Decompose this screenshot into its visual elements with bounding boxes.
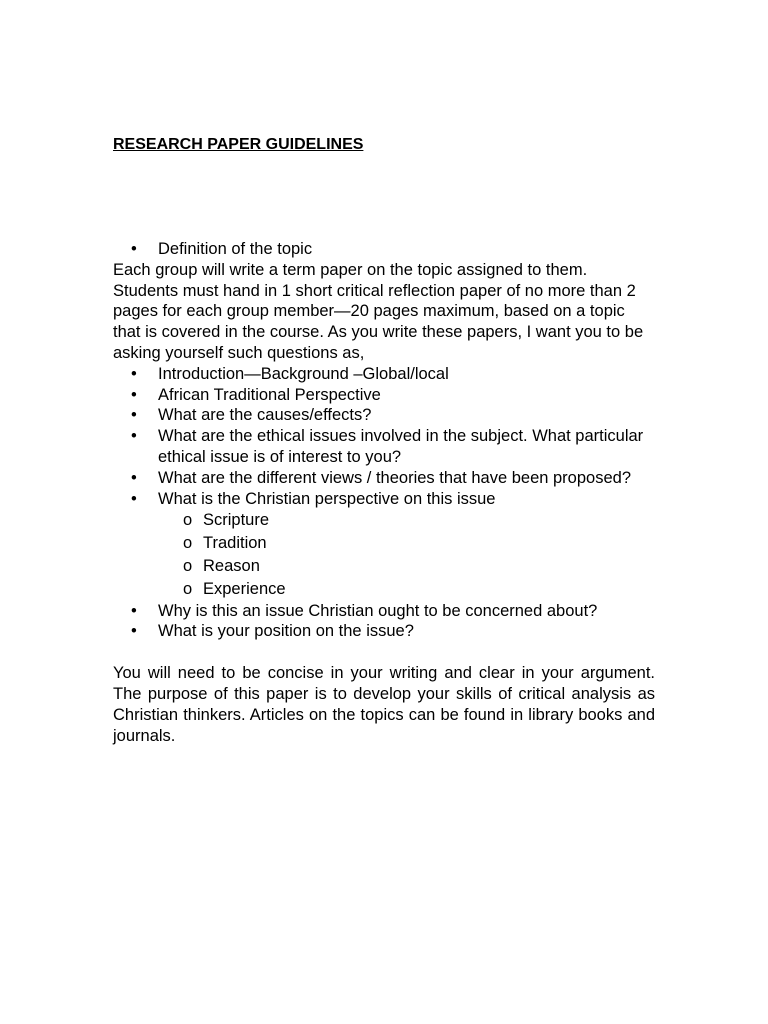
circle-bullet-icon: o xyxy=(183,556,193,575)
bullet-icon: • xyxy=(131,468,137,487)
list-item-text: What is the Christian perspective on this issue xyxy=(158,489,496,508)
circle-bullet-icon: o xyxy=(183,579,193,598)
list-item xyxy=(113,364,655,385)
sub-list-item xyxy=(113,509,655,532)
paragraph-spacer xyxy=(113,642,655,663)
sub-list-item xyxy=(113,578,655,601)
bullet-icon: • xyxy=(131,385,137,404)
question-list xyxy=(113,364,655,510)
bullet-icon: • xyxy=(131,489,137,508)
list-item xyxy=(113,621,655,642)
list-item-text: What are the causes/effects? xyxy=(158,406,372,425)
sub-list-item-text: Reason xyxy=(203,556,260,575)
topic-bullet-list xyxy=(113,239,655,260)
final-question-list xyxy=(113,601,655,643)
intro-paragraph: Each group will write a term paper on the topic assigned to them. Students must hand in 1 short critical reflection paper of no more than 2 pages for each group member—20 pages maximum, based on a topic that is covered in the course. As you write these papers, I want you to be asking yourself such questions as, xyxy=(113,260,644,362)
list-item xyxy=(113,239,655,260)
list-item-text: What are the different views / theories that have been proposed? xyxy=(158,468,631,487)
bullet-icon: • xyxy=(131,622,137,641)
circle-bullet-icon: o xyxy=(183,511,193,530)
sub-list-item-text: Tradition xyxy=(203,534,267,553)
document-title: RESEARCH PAPER GUIDELINES xyxy=(113,136,364,153)
bullet-icon: • xyxy=(131,240,137,258)
list-item xyxy=(113,385,655,406)
bullet-icon: • xyxy=(131,601,137,620)
sub-list-item-text: Experience xyxy=(203,579,286,598)
sub-list-item xyxy=(113,532,655,555)
list-item-text: What is your position on the issue? xyxy=(158,622,414,641)
list-item xyxy=(113,426,655,468)
document-body xyxy=(113,239,655,746)
sub-list-item-text: Scripture xyxy=(203,511,270,530)
bullet-icon: • xyxy=(131,406,137,425)
christian-perspective-sublist xyxy=(113,509,655,600)
list-item-text: What are the ethical issues involved in the subject. What particular ethical issue is of interest to you? xyxy=(158,427,644,466)
list-item xyxy=(113,405,655,426)
list-item xyxy=(113,468,655,489)
bullet-icon: • xyxy=(131,364,137,383)
list-item-text: Definition of the topic xyxy=(158,240,313,258)
bullet-icon: • xyxy=(131,427,137,446)
list-item-text: African Traditional Perspective xyxy=(158,385,381,404)
list-item-text: Why is this an issue Christian ought to be concerned about? xyxy=(158,601,598,620)
closing-paragraph: You will need to be concise in your writing and clear in your argument. The purpose of this paper is to develop your skills of critical analysis as Christian thinkers. Articles on the topics can be found in library books and journals. xyxy=(113,664,655,745)
list-item xyxy=(113,489,655,510)
list-item-text: Introduction—Background –Global/local xyxy=(158,364,449,383)
circle-bullet-icon: o xyxy=(183,534,193,553)
sub-list-item xyxy=(113,555,655,578)
list-item xyxy=(113,601,655,622)
